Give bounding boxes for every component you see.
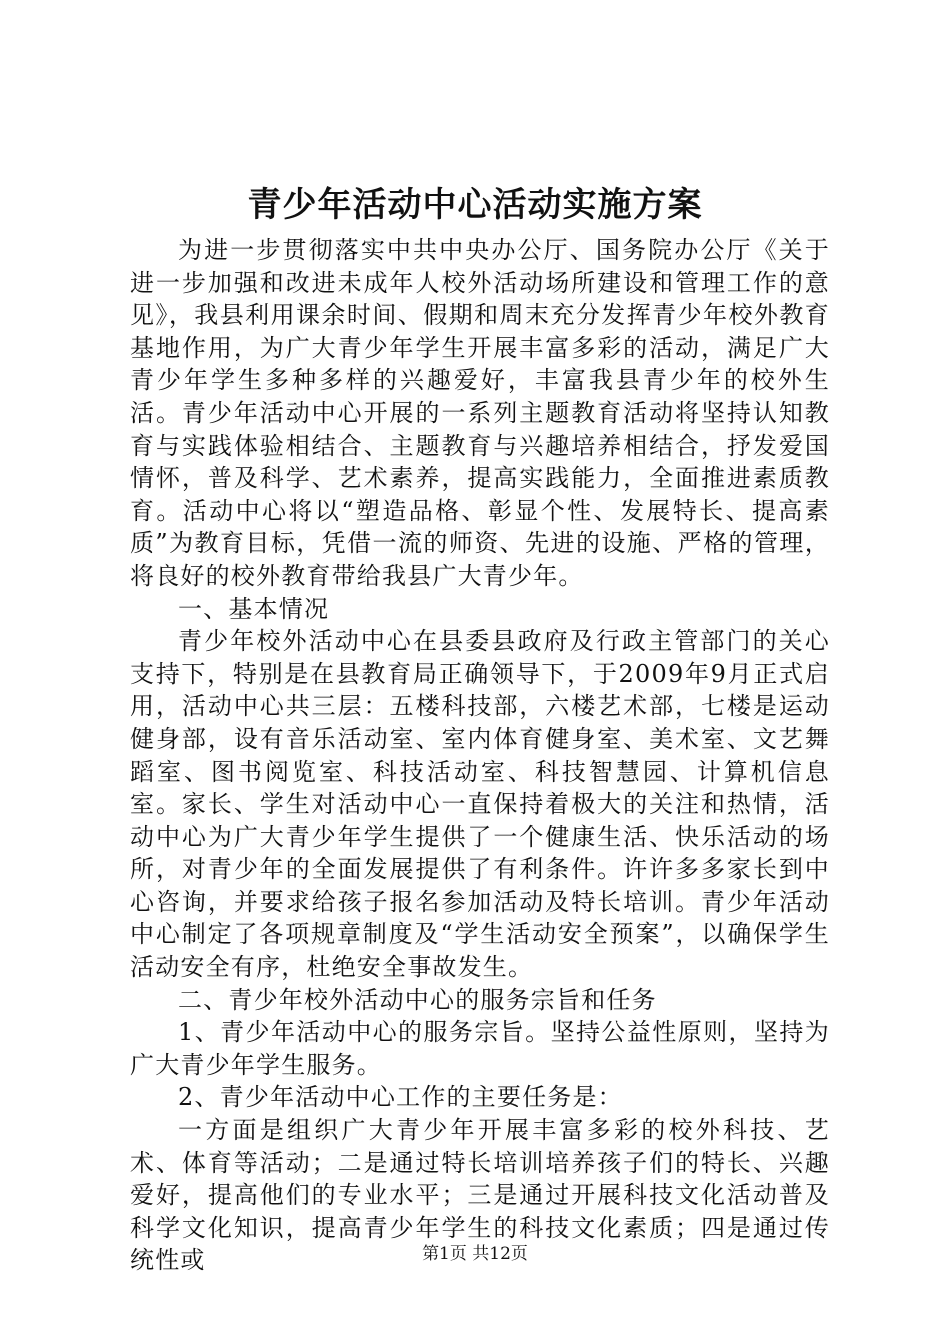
- page-number-footer: 第1页 共12页: [422, 1244, 528, 1264]
- intro-paragraph: 为进一步贯彻落实中共中央办公厅、国务院办公厅《关于进一步加强和改进未成年人校外活动场所建设和管理工作的意见》，我县利用课余时间、假期和周末充分发挥青少年校外教育基地作用，为广大青少年学生开展丰富多彩的活动，满足广大青少年学生多种多样的兴趣爱好，丰富我县青少年的校外生活。青少年活动中心开展的一系列主题教育活动将坚持认知教育与实践体验相结合、主题教育与兴趣培养相结合，抒发爱国情怀，普及科学、艺术素养，提高实践能力，全面推进素质教育。活动中心将以“塑造品格、彰显个性、发展特长、提高素质”为教育目标，凭借一流的师资、先进的设施、严格的管理，将良好的校外教育带给我县广大青少年。: [130, 236, 830, 590]
- basic-info-paragraph: 青少年校外活动中心在县委县政府及行政主管部门的关心支持下，特别是在县教育局正确领导下，于2009年9月正式启用，活动中心共三层：五楼科技部，六楼艺术部，七楼是运动健身部，设有音乐活动室、室内体育健身室、美术室、文艺舞蹈室、图书阅览室、科技活动室、科技智慧园、计算机信息室。家长、学生对活动中心一直保持着极大的关注和热情，活动中心为广大青少年学生提供了一个健康生活、快乐活动的场所，对青少年的全面发展提供了有利条件。许许多多家长到中心咨询，并要求给孩子报名参加活动及特长培训。青少年活动中心制定了各项规章制度及“学生活动安全预案”，以确保学生活动安全有序，杜绝安全事故发生。: [130, 627, 830, 982]
- tasks-paragraph: 一方面是组织广大青少年开展丰富多彩的校外科技、艺术、体育等活动；二是通过特长培训培养孩子们的特长、兴趣爱好，提高他们的专业水平；三是通过开展科技文化活动普及科学文化知识，提高青少年学生的科技文化素质；四是通过传统性或: [130, 1116, 830, 1275]
- section-heading-basic-info: 一、基本情况: [178, 594, 330, 623]
- document-title: 青少年活动中心活动实施方案: [247, 185, 703, 225]
- purpose-paragraph: 1、青少年活动中心的服务宗旨。坚持公益性原则，坚持为广大青少年学生服务。: [130, 1018, 830, 1079]
- document-body: [130, 234, 830, 1277]
- tasks-heading: 2、青少年活动中心工作的主要任务是：: [178, 1083, 623, 1112]
- section-heading-purpose-tasks: 二、青少年校外活动中心的服务宗旨和任务: [178, 985, 657, 1014]
